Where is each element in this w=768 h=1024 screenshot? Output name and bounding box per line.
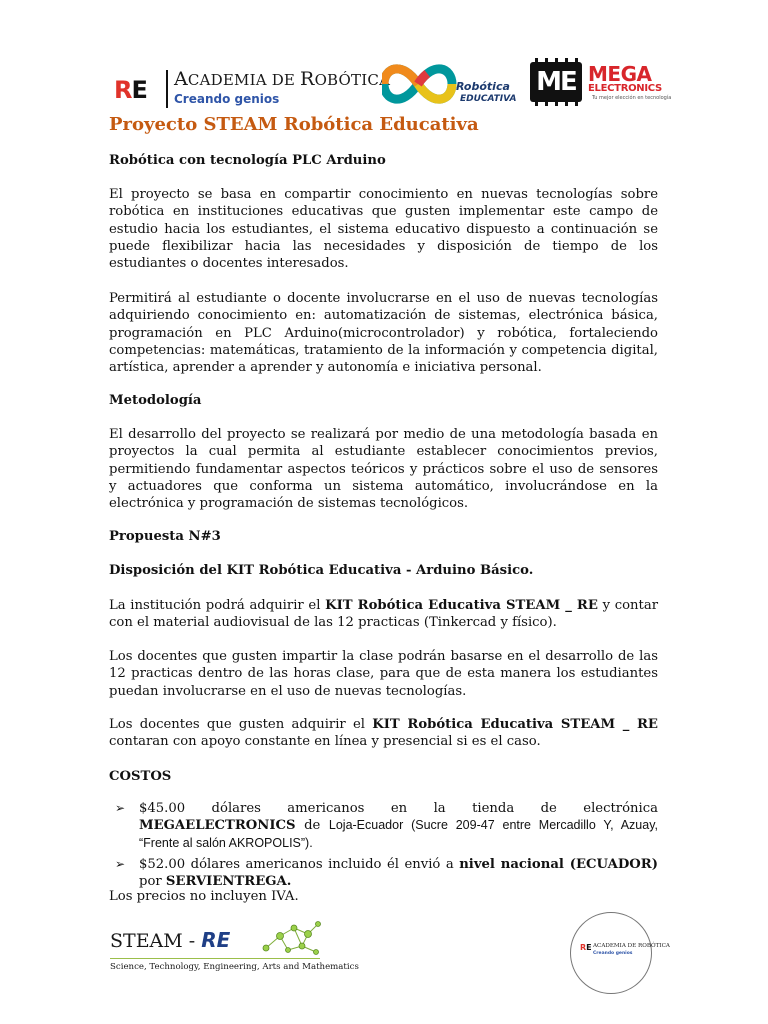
list-item: ➢ $45.00 dólares americanos en la tienda de electrónica MEGAELECTRONICS de Loja-Ecuador (Sucre 209-47 entre Mercadillo Y, Azuay, “Frente al salón AKROPOLIS”). xyxy=(115,801,659,850)
educativa-label: EDUCATIVA xyxy=(460,94,517,104)
re-mark: RE xyxy=(114,76,147,104)
kit-name: KIT Robótica Educativa STEAM _ RE xyxy=(325,598,598,613)
paragraph-kit: La institución podrá adquirir el KIT Robótica Educativa STEAM _ RE y contar con el material audiovisual de las 12 practicas (Tinkercad y físico). xyxy=(109,598,658,631)
chip-pin xyxy=(575,58,578,62)
megaelectronics-logo xyxy=(526,58,672,108)
paragraph-docentes: Los docentes que gusten impartir la clase podrán basarse en el desarrollo de las 12 practicas dentro de las horas clase, para que de esta manera los estudiantes puedan involucrarse en el uso de nuevas tecnologías. xyxy=(109,649,658,699)
academia-robotica-logo xyxy=(114,66,391,112)
electronics-label: ELECTRONICS xyxy=(588,83,662,94)
section-subtitle: Robótica con tecnología PLC Arduino xyxy=(109,153,386,168)
paragraph-benefits: Permitirá al estudiante o docente involucrarse en el uso de nuevas tecnologías adquiriendo conocimiento en: automatización de sistemas, electrónica básica, programación en PLC Arduino(microcontrolador) y robótica, fortaleciendo competencias: matemáticas, tratamiento de la información y competencia digital, artística, aprender a aprender y autonomía e iniciativa personal. xyxy=(109,291,658,376)
heading-metodologia: Metodología xyxy=(109,393,202,408)
costs-list xyxy=(109,800,658,890)
arrow-bullet-icon: ➢ xyxy=(115,856,126,871)
chip-pin xyxy=(575,102,578,106)
heading-costos: COSTOS xyxy=(109,769,172,784)
paragraph-metodologia: El desarrollo del proyecto se realizará por medio de una metodología basada en proyectos la cual permita al estudiante establecer conocimientos previos, permitiendo fundamentar aspectos teóricos y prácticos sobre el uso de sensores y actuadores que conforma un sistema automático, involucrándose en la electrónica y programación de sistemas tecnológicos. xyxy=(109,427,658,512)
chip-pin xyxy=(555,102,558,106)
kit-name: KIT Robótica Educativa STEAM _ RE xyxy=(372,717,658,732)
paragraph-intro: El proyecto se basa en compartir conocimiento en nuevas tecnologías sobre robótica en instituciones educativas que gusten implementar este campo de estudio hacia los estudiantes, el sistema educativo dispuesto a continuación se puede flexibilizar hacia las necesidades y disposición de tiempo de los estudiantes o docentes interesados. xyxy=(109,187,658,272)
seal-subtitle: Creando genios xyxy=(593,951,633,956)
paragraph-apoyo: Los docentes que gusten adquirir el KIT Robótica Educativa STEAM _ RE contaran con apoyo constante en línea y presencial si es el caso. xyxy=(109,717,658,750)
chip-pin xyxy=(555,58,558,62)
chip-pin xyxy=(535,58,538,62)
network-nodes-icon xyxy=(258,918,324,960)
arrow-bullet-icon: ➢ xyxy=(115,801,126,815)
heading-propuesta: Propuesta N#3 xyxy=(109,529,221,544)
steam-underline xyxy=(110,958,320,959)
iva-note: Los precios no incluyen IVA. xyxy=(109,889,299,904)
mega-label: MEGA xyxy=(588,62,652,86)
list-item: ➢ $52.00 dólares americanos incluido él envió a nivel nacional (ECUADOR) por SERVIENTREGA. xyxy=(115,856,658,890)
academia-seal-logo xyxy=(570,912,670,994)
me-chip-icon: ME xyxy=(530,62,582,102)
document-title: Proyecto STEAM Robótica Educativa xyxy=(109,114,479,135)
mega-tagline: Tu mejor elección en tecnología xyxy=(592,95,672,101)
seal-title: ACADEMIA DE ROBÓTICA xyxy=(593,943,670,949)
steam-re-title: STEAM - RE xyxy=(110,928,231,952)
chip-pin xyxy=(565,58,568,62)
academia-subtitle: Creando genios xyxy=(174,92,280,106)
chip-pin xyxy=(545,58,548,62)
logo-divider xyxy=(166,70,168,108)
steam-re-logo xyxy=(108,918,359,980)
robotica-educativa-logo xyxy=(382,54,517,114)
seal-re-mark: RE xyxy=(580,943,592,952)
robotica-label: Robótica xyxy=(456,80,510,93)
chip-pin xyxy=(535,102,538,106)
academia-title: ACADEMIA DE ROBÓTICA xyxy=(174,68,391,90)
steam-subtitle: Science, Technology, Engineering, Arts and Mathematics xyxy=(110,962,359,972)
chip-pin xyxy=(565,102,568,106)
chip-pin xyxy=(545,102,548,106)
heading-kit: Disposición del KIT Robótica Educativa - Arduino Básico. xyxy=(109,563,534,578)
